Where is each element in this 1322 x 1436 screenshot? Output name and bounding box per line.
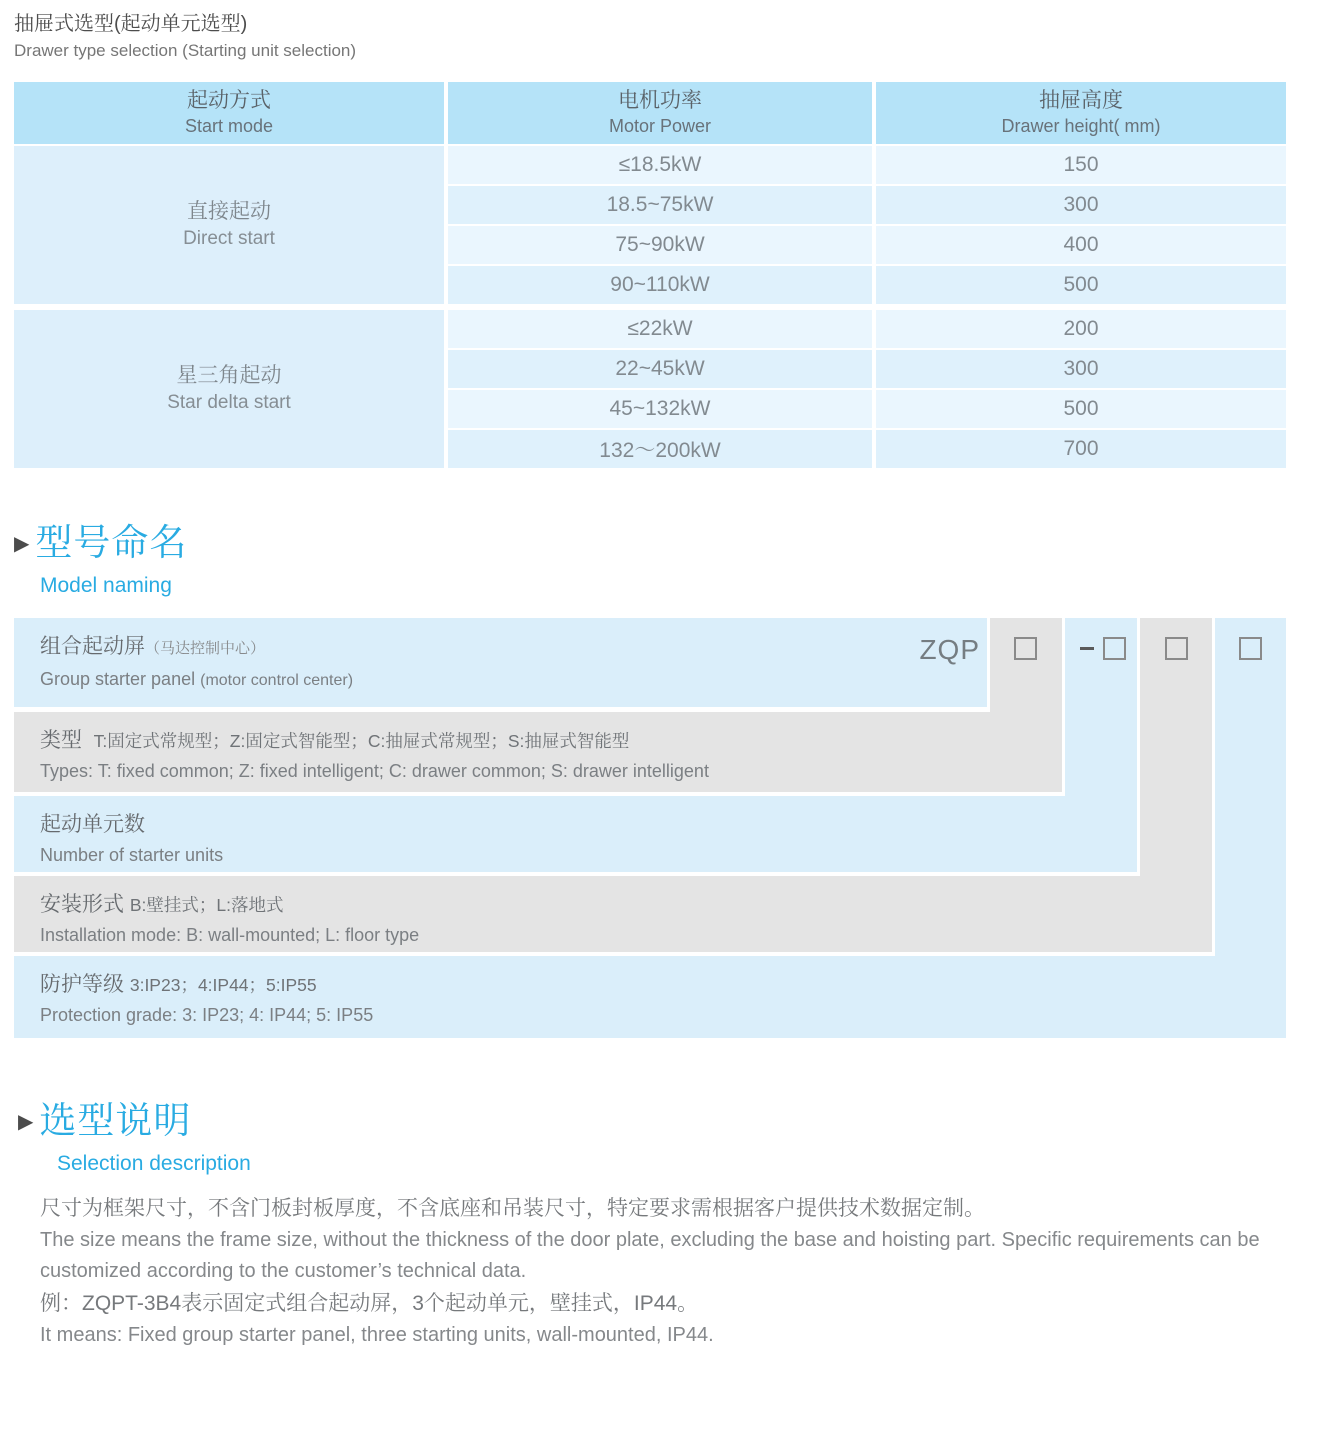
table-cell-height: 700 <box>876 430 1286 468</box>
band1-label-en-sub: (motor control center) <box>200 672 354 689</box>
page-title-en: Drawer type selection (Starting unit selection) <box>14 41 357 60</box>
example-note-en: It means: Fixed group starter panel, three starting units, wall-mounted, IP44. <box>40 1324 714 1346</box>
table-cell-power: 22~45kW <box>448 350 872 388</box>
drawer-selection-table <box>14 82 1286 468</box>
table-cell-height: 300 <box>876 350 1286 388</box>
table-cell-power: ≤22kW <box>448 310 872 348</box>
selection-title-cn: 选型说明 <box>39 1100 192 1141</box>
band5-label-cn: 防护等级 <box>40 973 124 996</box>
model-naming-title-cn: 型号命名 <box>35 522 188 563</box>
band5-label-en: Protection grade: 3: IP23; 4: IP44; 5: IP55 <box>40 1005 374 1025</box>
table-cell-power: 45~132kW <box>448 390 872 428</box>
table-cell-height: 500 <box>876 390 1286 428</box>
table-cell-height: 150 <box>876 146 1286 184</box>
table-cell-height: 300 <box>876 186 1286 224</box>
band1-label-cn: 组合起动屏 <box>40 635 145 658</box>
band4-label-en: Installation mode: B: wall-mounted; L: floor type <box>40 925 420 945</box>
model-naming-title-en: Model naming <box>40 574 172 597</box>
band5-detail-cn: 3:IP23；4:IP44；5:IP55 <box>129 975 317 995</box>
band2-label-cn: 类型 <box>40 729 82 752</box>
height-column <box>876 310 1286 468</box>
header-motor-power: 电机功率 Motor Power <box>448 82 872 144</box>
size-note-cn: 尺寸为框架尺寸，不含门板封板厚度，不含底座和吊装尺寸，特定要求需根据客户提供技术数据定制。 <box>40 1197 985 1220</box>
model-code-box-2 <box>1103 637 1126 660</box>
header-start-mode: 起动方式 Start mode <box>14 82 444 144</box>
code-column-4 <box>1215 618 1286 956</box>
page-title-cn: 抽屉式选型(起动单元选型) <box>14 13 248 35</box>
model-code-box-1 <box>1014 637 1037 660</box>
selection-title-en: Selection description <box>57 1152 251 1175</box>
height-column <box>876 146 1286 304</box>
band3-label-cn: 起动单元数 <box>40 813 145 836</box>
table-cell-height: 400 <box>876 226 1286 264</box>
band2-detail-cn: T:固定式常规型；Z:固定式智能型；C:抽屉式常规型；S:抽屉式智能型 <box>93 731 630 751</box>
power-column <box>448 310 872 468</box>
model-code-prefix: ZQP <box>919 634 980 665</box>
table-cell-power: 75~90kW <box>448 226 872 264</box>
selection-description-text <box>40 1192 1290 1351</box>
mode-cell-star-delta: 星三角起动 Star delta start <box>14 310 444 468</box>
table-cell-height: 200 <box>876 310 1286 348</box>
model-code-box-4 <box>1239 637 1262 660</box>
header-drawer-height: 抽屉高度 Drawer height( mm) <box>876 82 1286 144</box>
code-column-1 <box>990 618 1062 712</box>
power-column <box>448 146 872 304</box>
table-group-star-delta <box>14 310 1286 468</box>
selection-description-heading <box>18 1098 191 1144</box>
model-code-box-2-group <box>1080 637 1126 660</box>
band-installation-mode <box>14 876 1212 952</box>
triangle-bullet-icon: ▶ <box>18 1111 34 1133</box>
table-group-direct-start <box>14 146 1286 304</box>
mode-cell-direct-start: 直接起动 Direct start <box>14 146 444 304</box>
band-starter-units <box>14 796 1137 872</box>
document-header <box>14 10 356 64</box>
band1-label-cn-sub: （马达控制中心） <box>145 640 266 657</box>
band3-label-en: Number of starter units <box>40 845 224 865</box>
table-cell-power: ≤18.5kW <box>448 146 872 184</box>
table-cell-height: 500 <box>876 266 1286 304</box>
table-cell-power: 18.5~75kW <box>448 186 872 224</box>
band2-label-en: Types: T: fixed common; Z: fixed intelligent; C: drawer common; S: drawer intelligent <box>40 761 709 781</box>
model-naming-heading <box>14 520 187 566</box>
size-note-en: The size means the frame size, without the thickness of the door plate, excluding the base and hoisting part. Specific requirements can be customized according to the customer’s technical data. <box>40 1229 1260 1282</box>
band4-detail-cn: B:壁挂式；L:落地式 <box>129 895 284 915</box>
band1-label-en: Group starter panel <box>40 669 196 689</box>
model-naming-diagram <box>14 618 1286 1038</box>
example-note-cn: 例：ZQPT-3B4表示固定式组合起动屏，3个起动单元，壁挂式，IP44。 <box>40 1292 699 1315</box>
model-code-box-3 <box>1165 637 1188 660</box>
table-cell-power: 132～200kW <box>448 430 872 468</box>
dash-separator <box>1080 647 1094 650</box>
triangle-bullet-icon: ▶ <box>14 533 30 555</box>
table-cell-power: 90~110kW <box>448 266 872 304</box>
band4-label-cn: 安装形式 <box>40 893 124 916</box>
table-header-row <box>14 82 1286 144</box>
band-group-starter-panel <box>14 618 987 707</box>
band-types <box>14 712 1062 792</box>
band-protection-grade <box>14 956 1286 1038</box>
